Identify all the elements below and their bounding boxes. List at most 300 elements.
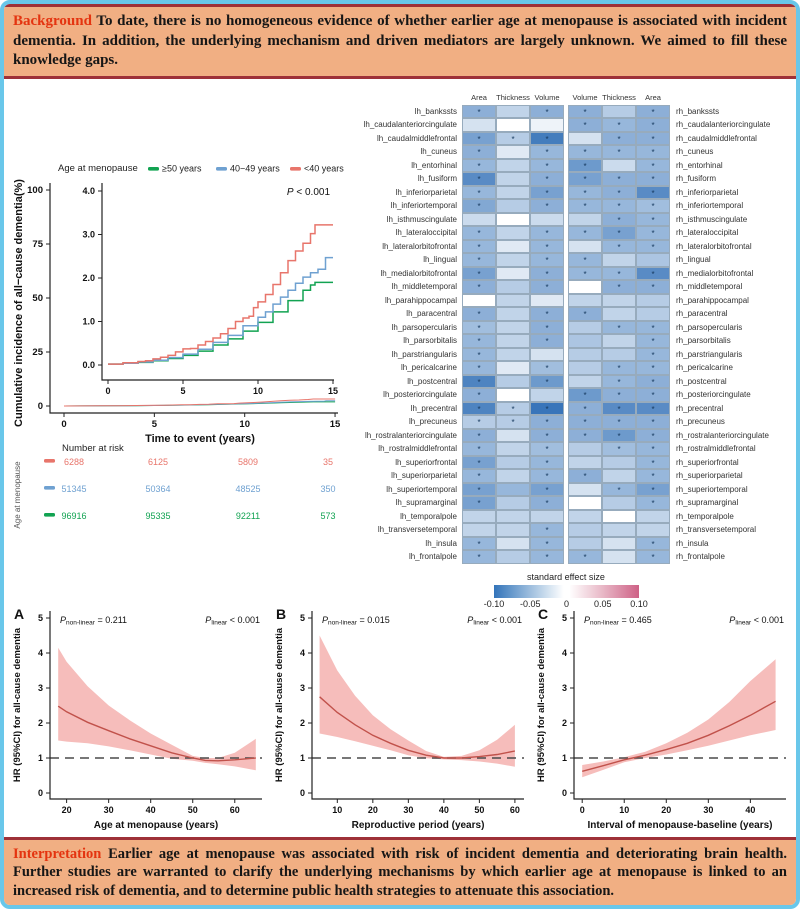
significance-asterisk: * (617, 404, 621, 414)
heatmap-cell (462, 267, 496, 281)
heatmap-cell (496, 213, 530, 227)
significance-asterisk: * (651, 499, 655, 509)
spline-x-axis-title: Interval of menopause-baseline (years) (587, 819, 773, 831)
risk-row-swatch (44, 513, 55, 517)
heatmap-cell (462, 294, 496, 308)
heatmap-cell (462, 415, 496, 429)
heatmap-cell (568, 388, 602, 402)
significance-asterisk: * (617, 445, 621, 455)
heatmap-cell (636, 105, 670, 119)
significance-asterisk: * (477, 350, 481, 360)
heatmap-row-label-lh: lh_frontalpole (408, 552, 457, 561)
heatmap-row (348, 172, 795, 186)
significance-asterisk: * (617, 134, 621, 144)
significance-asterisk: * (477, 418, 481, 428)
significance-asterisk: * (583, 404, 587, 414)
heatmap-cell (636, 402, 670, 416)
risk-table-side-label: Age at menopause (13, 460, 22, 529)
heatmap-row-label-rh: rh_rostralanteriorcingulate (676, 430, 769, 440)
significance-asterisk: * (477, 431, 481, 441)
significance-asterisk: * (545, 458, 549, 468)
risk-count: 92211 (235, 510, 261, 521)
significance-asterisk: * (583, 188, 587, 198)
heatmap-cell (530, 402, 564, 416)
heatmap-cell (568, 537, 602, 551)
colorbar-tick: -0.05 (519, 598, 541, 609)
significance-asterisk: * (651, 161, 655, 171)
significance-asterisk: * (545, 242, 549, 252)
km-inset-ytick: 3.0 (82, 229, 95, 240)
significance-asterisk: * (545, 499, 549, 509)
heatmap-cell (530, 240, 564, 254)
significance-asterisk: * (651, 323, 655, 333)
heatmap-cell (462, 442, 496, 456)
heatmap-cell (530, 388, 564, 402)
heatmap-cell (530, 469, 564, 483)
colorbar-tick: -0.10 (483, 598, 505, 609)
heatmap-row-label-rh: rh_postcentral (676, 376, 727, 386)
significance-asterisk: * (651, 107, 655, 117)
heatmap-cell (530, 159, 564, 173)
heatmap-cell (636, 550, 670, 564)
heatmap-cell (636, 442, 670, 456)
heatmap-row-label-lh: lh_cuneus (420, 147, 457, 156)
heatmap-cell (568, 456, 602, 470)
heatmap-cell (530, 456, 564, 470)
heatmap-cell (602, 132, 636, 146)
significance-asterisk: * (545, 377, 549, 387)
spline-x-axis-title: Age at menopause (years) (93, 819, 219, 831)
significance-asterisk: * (477, 377, 481, 387)
heatmap-row-label-lh: lh_precentral (410, 403, 457, 413)
heatmap-cell (602, 294, 636, 308)
significance-asterisk: * (651, 269, 655, 279)
heatmap-row-label-lh: lh_middletemporal (391, 282, 457, 291)
significance-asterisk: * (545, 337, 549, 347)
heatmap-cell (496, 280, 530, 294)
heatmap-cell (568, 321, 602, 335)
heatmap-column-header: Area (645, 92, 661, 102)
spline-xtick: 20 (661, 804, 672, 815)
spline-xtick: 20 (61, 804, 72, 815)
significance-asterisk: * (477, 404, 481, 414)
heatmap-cell (496, 429, 530, 443)
heatmap-cell (636, 294, 670, 308)
significance-asterisk: * (583, 269, 587, 279)
heatmap-row-label-rh: rh_lateraloccipital (676, 228, 739, 237)
spline-xtick: 60 (229, 804, 240, 815)
spline-xtick: 30 (103, 804, 114, 815)
heatmap-cell (530, 321, 564, 335)
p-nonlinear-label: Pnon-linear = 0.015 (322, 614, 390, 626)
significance-asterisk: * (477, 188, 481, 198)
interpretation-banner (4, 840, 796, 909)
heatmap-cell (568, 361, 602, 375)
spline-chart-menopause-baseline-interval (534, 599, 794, 837)
heatmap-cell (530, 523, 564, 537)
heatmap-cell (530, 415, 564, 429)
heatmap-row (348, 226, 795, 240)
heatmap-cell (530, 334, 564, 348)
significance-asterisk: * (545, 148, 549, 158)
confidence-band (58, 647, 256, 770)
significance-asterisk: * (545, 404, 549, 414)
heatmap-cell (602, 199, 636, 213)
heatmap-row-label-rh: rh_fusiform (676, 174, 717, 183)
km-outer-ytick: 100 (27, 184, 43, 196)
panel-letter: A (14, 605, 25, 622)
km-inset-axes (102, 183, 334, 380)
heatmap-cell (462, 523, 496, 537)
spline-y-axis-title: HR (95%CI) for all-cause dementia (274, 627, 285, 782)
heatmap-cell (462, 496, 496, 510)
significance-asterisk: * (545, 134, 549, 144)
km-x-axis-title: Time to event (years) (145, 432, 255, 445)
heatmap-cell (602, 267, 636, 281)
heatmap-cell (568, 172, 602, 186)
heatmap-row-label-rh: rh_paracentral (676, 309, 728, 318)
heatmap-cell (602, 550, 636, 564)
significance-asterisk: * (545, 283, 549, 293)
km-inset-ytick: 1.0 (82, 316, 95, 327)
km-legend-title: Age at menopause (58, 162, 138, 174)
heatmap-cell (602, 307, 636, 321)
panel-letter: C (538, 605, 549, 622)
heatmap-cell (636, 375, 670, 389)
heatmap-cell (462, 226, 496, 240)
heatmap-cell (568, 105, 602, 119)
risk-count: 6125 (147, 456, 169, 467)
significance-asterisk: * (545, 539, 549, 549)
heatmap-cell (462, 186, 496, 200)
significance-asterisk: * (477, 175, 481, 185)
heatmap-row-label-lh: lh_lingual (423, 255, 457, 264)
significance-asterisk: * (477, 242, 481, 252)
heatmap-row-label-lh: lh_pericalcarine (400, 363, 457, 372)
heatmap-cell (530, 496, 564, 510)
heatmap-cell (602, 496, 636, 510)
spline-xtick: 30 (403, 804, 414, 815)
significance-asterisk: * (477, 202, 481, 212)
heatmap-cell (636, 199, 670, 213)
heatmap-row-label-rh: rh_parahippocampal (676, 295, 749, 305)
heatmap-cell (462, 483, 496, 497)
heatmap-row-label-rh: rh_pericalcarine (676, 363, 733, 372)
km-outer-axes (50, 183, 338, 413)
heatmap-cell (636, 388, 670, 402)
heatmap-cell (530, 105, 564, 119)
heatmap-column-header: Area (471, 92, 487, 102)
km-legend-swatch (290, 167, 301, 171)
colorbar-tick: 0.10 (630, 598, 648, 609)
significance-asterisk: * (545, 431, 549, 441)
heatmap-cell (530, 145, 564, 159)
confidence-band (582, 659, 775, 777)
spline-y-axis-title: HR (95%CI) for all-cause dementia (536, 627, 547, 782)
heatmap-cell (462, 307, 496, 321)
heatmap-cell (636, 415, 670, 429)
heatmap-cell (568, 240, 602, 254)
heatmap-cell (496, 348, 530, 362)
spline-xtick: 50 (474, 804, 485, 815)
heatmap-cell (462, 388, 496, 402)
significance-asterisk: * (583, 472, 587, 482)
km-inset-xtick: 15 (327, 385, 339, 396)
significance-asterisk: * (583, 107, 587, 117)
heatmap-cell (496, 510, 530, 524)
heatmap-cell (496, 402, 530, 416)
heatmap-row-label-lh: lh_entorhinal (411, 160, 457, 170)
km-inset-curve (108, 224, 333, 363)
significance-asterisk: * (617, 283, 621, 293)
significance-asterisk: * (545, 256, 549, 266)
significance-asterisk: * (651, 229, 655, 239)
heatmap-row (348, 105, 795, 119)
colorbar-tick: 0.05 (593, 598, 612, 609)
heatmap-row-label-lh: lh_transversetemporal (377, 525, 457, 534)
confidence-band (320, 635, 515, 766)
significance-asterisk: * (617, 215, 621, 225)
significance-asterisk: * (545, 161, 549, 171)
heatmap-row-label-lh: lh_lateralorbitofrontal (382, 241, 457, 251)
heatmap-row (348, 550, 795, 564)
heatmap-row-label-rh: rh_supramarginal (676, 498, 739, 507)
brain-region-heatmap (348, 91, 795, 610)
heatmap-cell (496, 375, 530, 389)
heatmap-row (348, 186, 795, 200)
heatmap-cell (602, 523, 636, 537)
heatmap-row-label-rh: rh_parsorbitalis (676, 336, 731, 345)
heatmap-row-label-rh: rh_medialorbitofrontal (676, 268, 754, 278)
km-outer-ytick: 75 (32, 238, 43, 250)
heatmap-cell (568, 253, 602, 267)
heatmap-row (348, 253, 795, 267)
heatmap-cell (602, 240, 636, 254)
heatmap-cell (602, 510, 636, 524)
heatmap-cell (462, 213, 496, 227)
heatmap-cell (530, 267, 564, 281)
heatmap-row-label-rh: rh_frontalpole (676, 552, 725, 561)
heatmap-cell (462, 105, 496, 119)
heatmap-cell (636, 537, 670, 551)
spline-xtick: 40 (438, 804, 449, 815)
heatmap-cell (568, 186, 602, 200)
heatmap-cell (636, 361, 670, 375)
heatmap-cell (602, 402, 636, 416)
spline-ytick: 2 (299, 717, 305, 728)
spline-ytick: 0 (299, 787, 305, 798)
p-linear-label: Plinear < 0.001 (729, 614, 784, 626)
heatmap-cell (636, 334, 670, 348)
heatmap-cell (530, 118, 564, 132)
heatmap-cell (602, 429, 636, 443)
significance-asterisk: * (545, 310, 549, 320)
heatmap-cell (636, 267, 670, 281)
significance-asterisk: * (511, 404, 515, 414)
spline-chart-age-at-menopause (10, 599, 270, 837)
km-legend-label: <40 years (304, 163, 344, 173)
heatmap-cell (568, 550, 602, 564)
significance-asterisk: * (477, 553, 481, 563)
heatmap-cell (602, 442, 636, 456)
heatmap-cell (636, 118, 670, 132)
heatmap-row-label-rh: rh_bankssts (676, 106, 720, 116)
km-legend-swatch (216, 167, 227, 171)
heatmap-cell (496, 456, 530, 470)
heatmap-row-label-lh: lh_medialorbitofrontal (380, 268, 457, 278)
spline-ytick: 5 (37, 612, 43, 623)
heatmap-cell (496, 334, 530, 348)
spline-xtick: 10 (332, 804, 343, 815)
significance-asterisk: * (617, 148, 621, 158)
heatmap-cell (530, 132, 564, 146)
heatmap-cell (462, 280, 496, 294)
heatmap-row-label-lh: lh_bankssts (414, 106, 457, 116)
heatmap-cell (496, 388, 530, 402)
significance-asterisk: * (477, 323, 481, 333)
heatmap-row (348, 483, 795, 497)
colorbar-gradient (494, 585, 639, 598)
significance-asterisk: * (477, 161, 481, 171)
heatmap-cell (636, 483, 670, 497)
km-inset-ytick: 4.0 (82, 185, 95, 196)
heatmap-cell (568, 442, 602, 456)
spline-xtick: 50 (187, 804, 198, 815)
colorbar-title: standard effect size (527, 571, 605, 582)
significance-asterisk: * (651, 377, 655, 387)
heatmap-cell (636, 456, 670, 470)
heatmap-row (348, 334, 795, 348)
heatmap-row (348, 199, 795, 213)
heatmap-cell (462, 550, 496, 564)
significance-asterisk: * (651, 202, 655, 212)
significance-asterisk: * (477, 337, 481, 347)
km-outer-xtick: 5 (151, 418, 157, 430)
heatmap-cell (602, 145, 636, 159)
significance-asterisk: * (651, 175, 655, 185)
heatmap-row-label-rh: rh_posteriorcingulate (676, 390, 751, 399)
heatmap-cell (636, 510, 670, 524)
heatmap-cell (636, 253, 670, 267)
heatmap-cell (462, 199, 496, 213)
heatmap-row-label-lh: lh_parsorbitalis (403, 336, 457, 345)
km-inset-ytick: 2.0 (82, 272, 95, 283)
km-outer-ytick: 0 (37, 400, 43, 412)
heatmap-row-label-rh: rh_inferiorparietal (676, 187, 739, 197)
significance-asterisk: * (617, 175, 621, 185)
heatmap-cell (602, 415, 636, 429)
heatmap-row-label-lh: lh_caudalmiddlefrontal (376, 133, 457, 143)
significance-asterisk: * (617, 364, 621, 374)
significance-asterisk: * (477, 458, 481, 468)
significance-asterisk: * (477, 364, 481, 374)
heatmap-cell (530, 226, 564, 240)
heatmap-cell (496, 496, 530, 510)
risk-count: 51345 (61, 483, 87, 494)
heatmap-cell (602, 375, 636, 389)
heatmap-cell (496, 483, 530, 497)
heatmap-cell (530, 186, 564, 200)
heatmap-cell (602, 483, 636, 497)
spline-xtick: 10 (619, 804, 630, 815)
km-outer-ytick: 25 (32, 346, 43, 358)
heatmap-cell (636, 132, 670, 146)
heatmap-row (348, 375, 795, 389)
heatmap-cell (496, 105, 530, 119)
heatmap-cell (602, 280, 636, 294)
heatmap-cell (496, 550, 530, 564)
heatmap-cell (530, 172, 564, 186)
heatmap-cell (636, 280, 670, 294)
heatmap-cell (462, 510, 496, 524)
km-legend-label: ≥50 years (162, 163, 202, 173)
heatmap-row-label-rh: rh_precuneus (676, 417, 725, 426)
km-inset-xtick: 10 (252, 385, 264, 396)
heatmap-row-label-lh: lh_insula (425, 538, 457, 548)
significance-asterisk: * (617, 121, 621, 131)
heatmap-cell (636, 307, 670, 321)
spline-xtick: 40 (145, 804, 156, 815)
heatmap-cell (496, 321, 530, 335)
significance-asterisk: * (477, 229, 481, 239)
significance-asterisk: * (545, 269, 549, 279)
heatmap-cell (530, 213, 564, 227)
significance-asterisk: * (617, 202, 621, 212)
heatmap-column-header: Thickness (602, 92, 636, 102)
heatmap-row-label-lh: lh_fusiform (417, 174, 457, 183)
heatmap-cell (530, 442, 564, 456)
heatmap-cell (568, 294, 602, 308)
heatmap-cell (530, 537, 564, 551)
significance-asterisk: * (651, 148, 655, 158)
heatmap-row-label-rh: rh_parsopercularis (676, 322, 743, 332)
significance-asterisk: * (583, 431, 587, 441)
heatmap-row (348, 402, 795, 416)
significance-asterisk: * (545, 526, 549, 536)
heatmap-cell (462, 334, 496, 348)
heatmap-cell (462, 159, 496, 173)
km-inset-curve (108, 282, 333, 364)
significance-asterisk: * (651, 215, 655, 225)
heatmap-cell (462, 118, 496, 132)
heatmap-row (348, 537, 795, 551)
heatmap-row (348, 280, 795, 294)
heatmap-cell (636, 348, 670, 362)
significance-asterisk: * (583, 310, 587, 320)
significance-asterisk: * (477, 148, 481, 158)
heatmap-row-label-lh: lh_parsopercularis (391, 322, 457, 332)
spline-y-axis-title: HR (95%CI) for all-cause dementia (12, 627, 23, 782)
heatmap-row-label-lh: lh_postcentral (407, 376, 457, 386)
risk-count: 5809 (237, 456, 259, 467)
heatmap-cell (602, 334, 636, 348)
heatmap-cell (496, 226, 530, 240)
background-text: To date, there is no homogeneous evidence of whether earlier age at menopause is associated with incident dementia. In addition, the underlying mechanism and driven mediators are largely unknown. We aimed to fill these knowledge gaps. (13, 13, 787, 68)
interpretation-label: Interpretation (13, 845, 102, 862)
km-inset-xtick: 0 (105, 385, 111, 396)
significance-asterisk: * (617, 269, 621, 279)
heatmap-row-label-rh: rh_entorhinal (676, 160, 723, 170)
km-outer-xtick: 0 (61, 418, 67, 430)
heatmap-cell (602, 388, 636, 402)
significance-asterisk: * (545, 323, 549, 333)
significance-asterisk: * (545, 445, 549, 455)
spline-ytick: 3 (37, 682, 43, 693)
significance-asterisk: * (545, 418, 549, 428)
risk-table-title: Number at risk (62, 442, 124, 454)
significance-asterisk: * (511, 418, 515, 428)
heatmap-cell (636, 172, 670, 186)
